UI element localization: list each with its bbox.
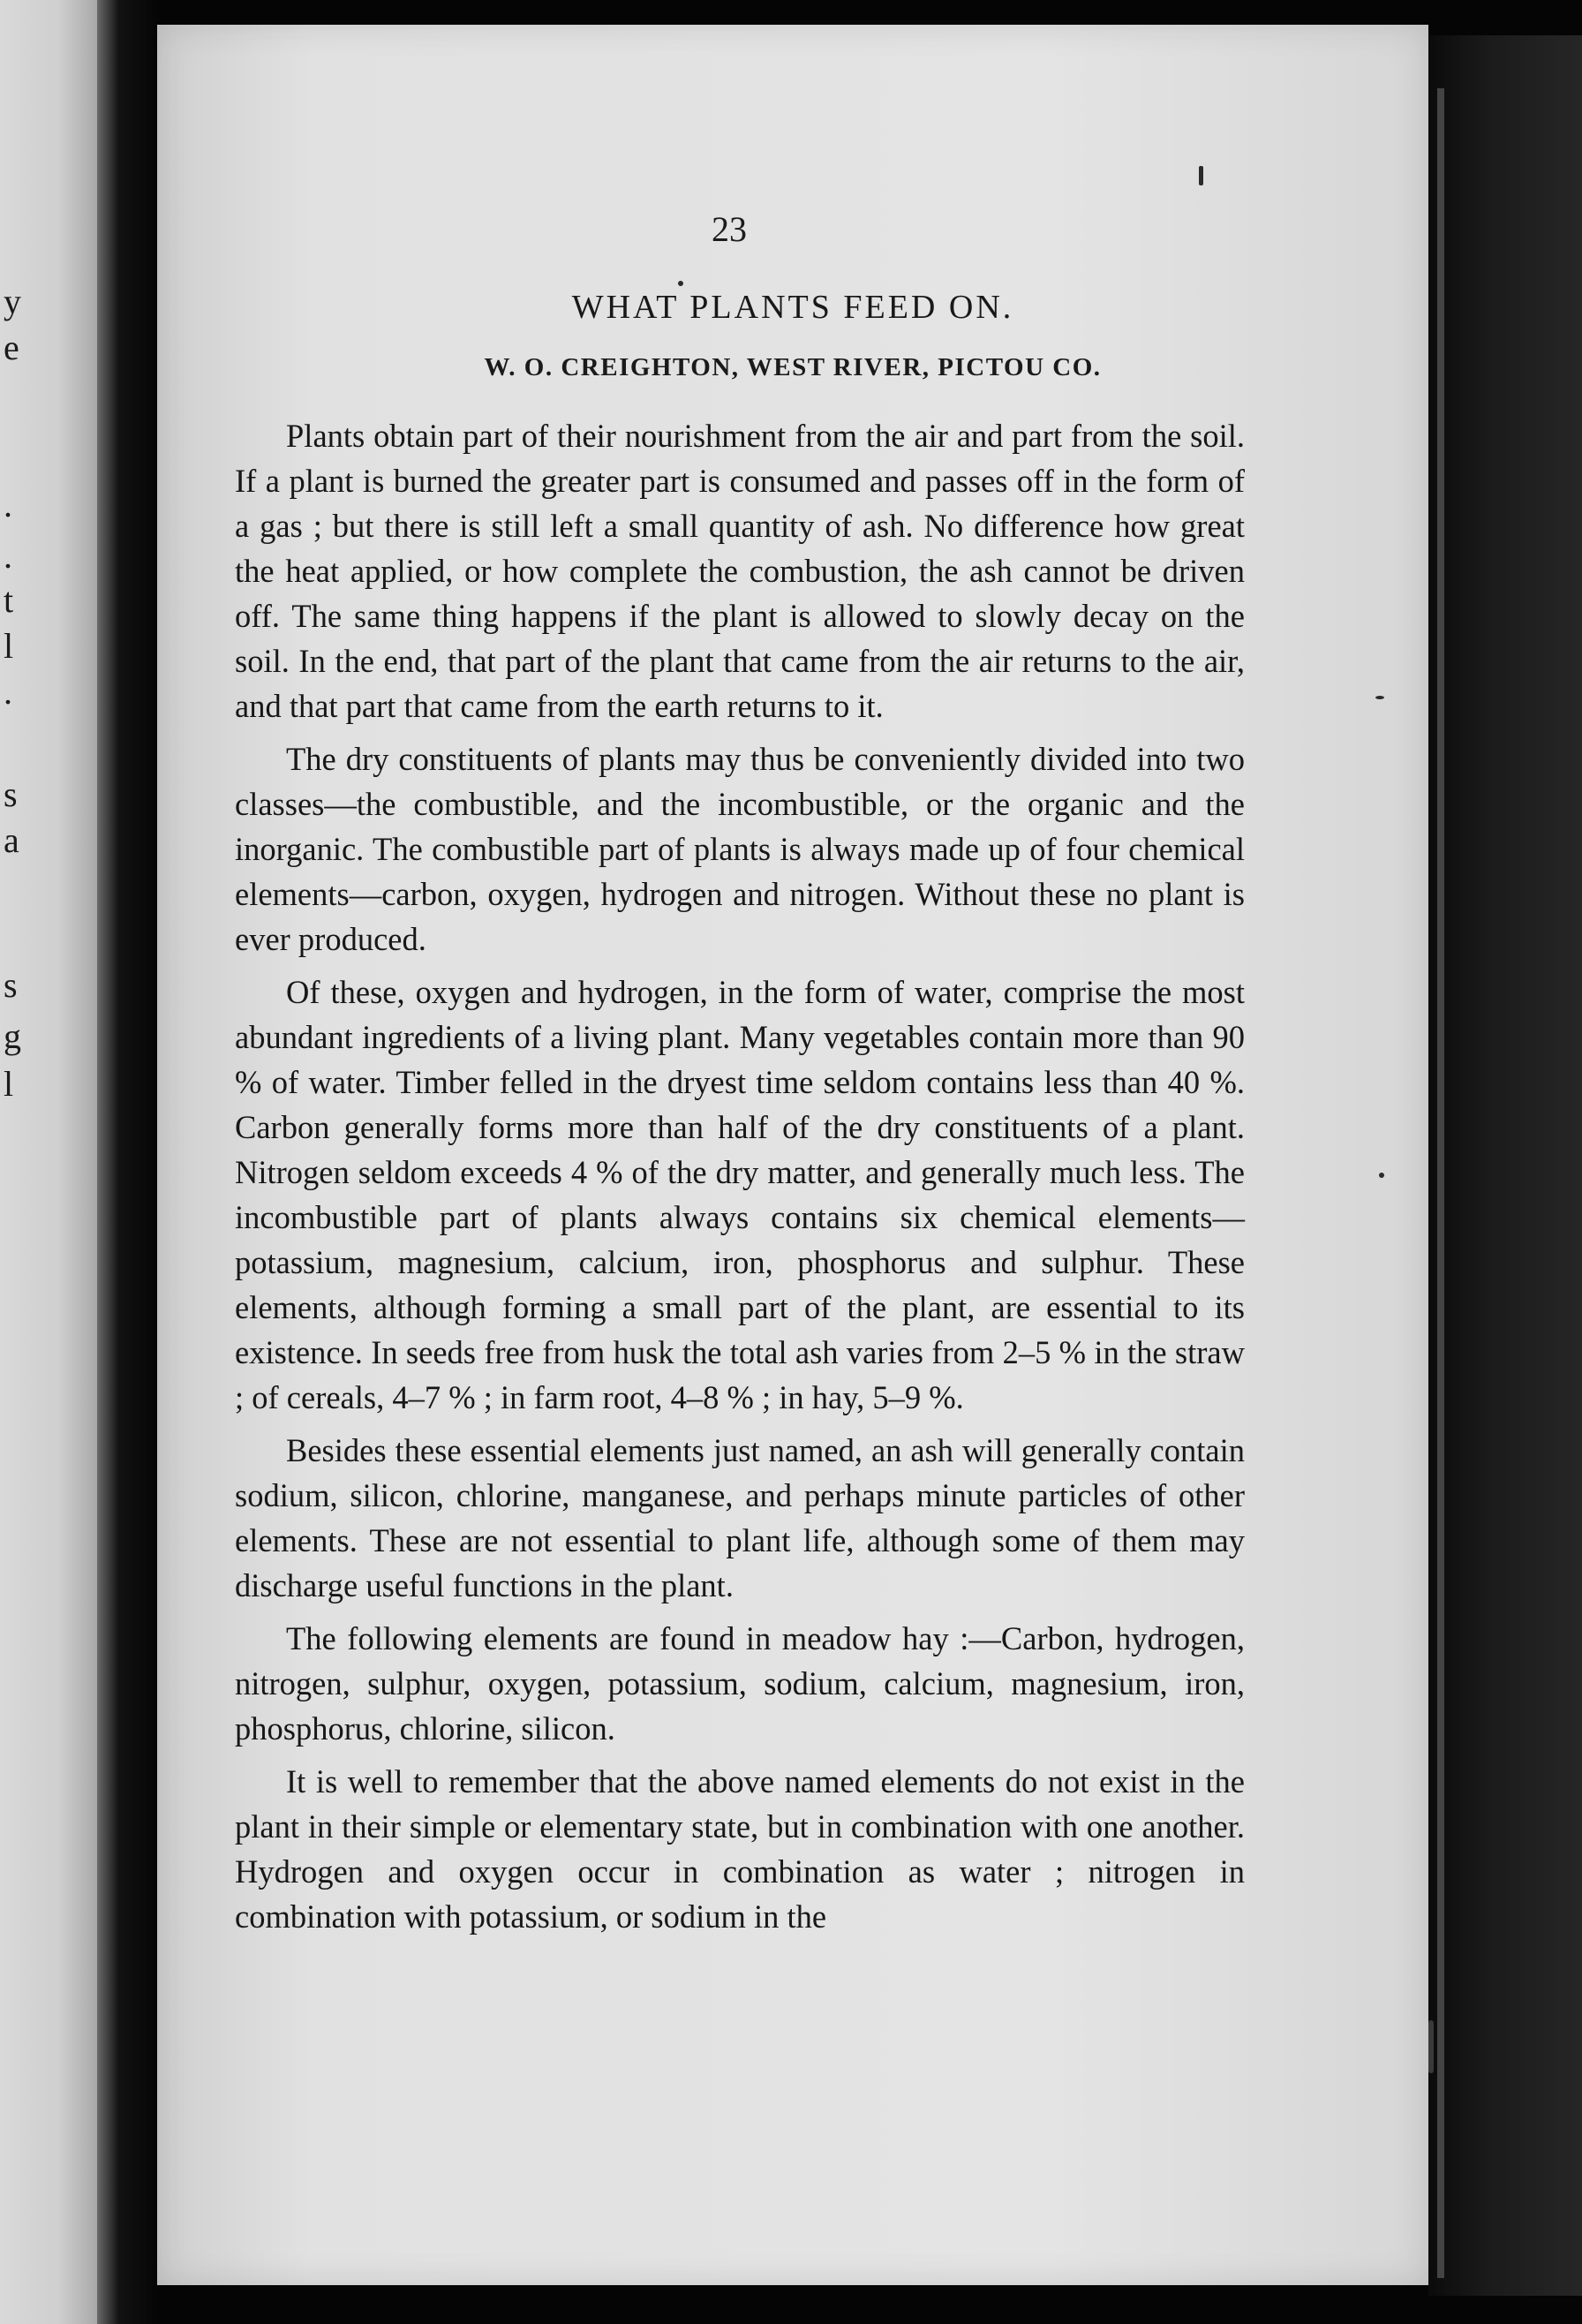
article-byline: W. O. CREIGHTON, WEST RIVER, PICTOU CO. [484, 353, 1102, 381]
fragment-char: e [4, 328, 19, 367]
book-edge-right [1428, 35, 1582, 2296]
fragment-char: s [4, 774, 18, 814]
fragment-char: . [4, 485, 12, 524]
fragment-char: l [4, 1064, 14, 1104]
paragraph: Of these, oxygen and hydrogen, in the form of water, comprise the most abundant ingredients of a living plant. Many vegetables contain more than 90 % of water. Timber felled in the dryest time seldom contains less than 40 %. Carbon generally forms more than half of the dry constituents of a plant. Nitrogen seldom exceeds 4 % of the dry matter, and generally much less. The incombustible part of plants always contains six chemical elements—potassium, magnesium, calcium, iron, phosphorus and sulphur. These elements, although forming a small part of the plant, are essential to its existence. In seeds free from husk the total ash varies from 2–5 % in the straw ; of cereals, 4–7 % ; in farm root, 4–8 % ; in hay, 5–9 %. [235, 974, 1245, 1415]
fragment-char: s [4, 965, 18, 1005]
facing-page-fragments [0, 0, 97, 2324]
paragraph: Besides these essential elements just named, an ash will generally contain sodium, silicon, chlorine, manganese, and perhaps minute particles of other elements. These are not essential to plant life, although some of them may discharge useful functions in the plant. [235, 1432, 1245, 1603]
scan-speck [1199, 166, 1203, 185]
fragment-char: . [4, 536, 12, 576]
article-body [235, 413, 1245, 1947]
fragment-char: a [4, 820, 19, 860]
paragraph: It is well to remember that the above named elements do not exist in the plant in their simple or elementary state, but in combination with one another. Hydrogen and oxygen occur in combination as water ; nitrogen in combination with potassium, or sodium in the [235, 1763, 1245, 1935]
page-number: 23 [712, 209, 747, 249]
scan-speck [1375, 696, 1384, 699]
paragraph: The dry constituents of plants may thus be conveniently divided into two classes—the combustible, and the incombustible, or the organic and the inorganic. The combustible part of plants is always made up of four chemical elements—carbon, oxygen, hydrogen and nitrogen. Without these no plant is ever produced. [235, 741, 1245, 957]
fragment-char: g [4, 1016, 21, 1056]
paragraph: The following elements are found in meadow hay :—Carbon, hydrogen, nitrogen, sulphur, oxygen, potassium, sodium, calcium, magnesium, iron, phosphorus, chlorine, silicon. [235, 1620, 1245, 1747]
fragment-char: t [4, 580, 14, 620]
fragment-char: . [4, 672, 12, 712]
fragment-char: l [4, 626, 14, 666]
book-page [157, 25, 1428, 2285]
book-gutter [97, 0, 159, 2324]
scan-speck [1428, 2020, 1434, 2073]
scan-speck [1379, 1173, 1384, 1178]
scan-speck [678, 281, 683, 286]
page-edge-strip [1437, 88, 1444, 2278]
fragment-char: y [4, 282, 21, 321]
paragraph: Plants obtain part of their nourishment from the air and part from the soil. If a plant is burned the greater part is consumed and passes off in the form of a gas ; but there is still left a small quantity of ash. No difference how great the heat applied, or how complete the combustion, the ash cannot be driven off. The same thing happens if the plant is allowed to slowly decay on the soil. In the end, that part of the plant that came from the air returns to the air, and that part that came from the earth returns to it. [235, 418, 1245, 724]
article-title: WHAT PLANTS FEED ON. [571, 289, 1014, 326]
